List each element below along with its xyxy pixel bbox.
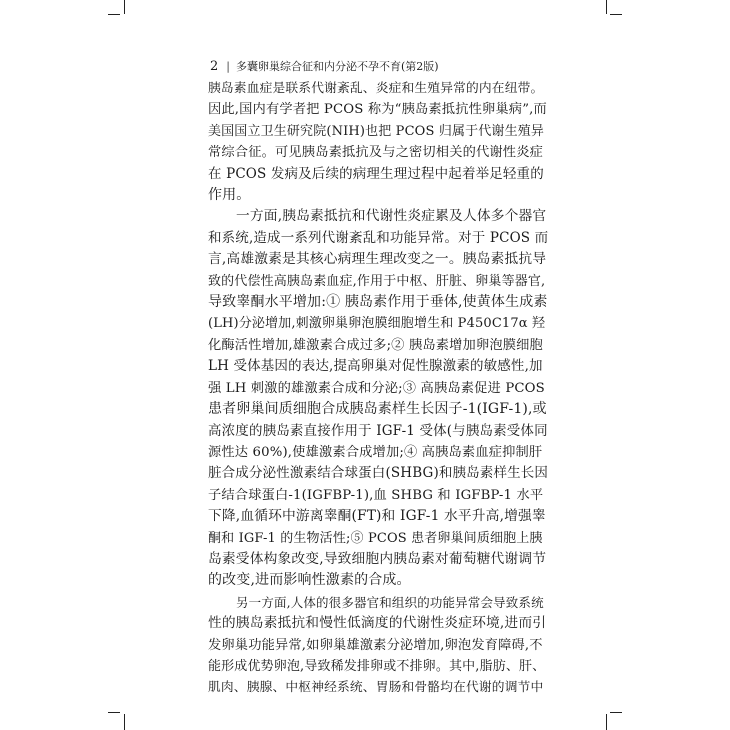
text-line: 子结合球蛋白-1(IGFBP-1),血 SHBG 和 IGFBP-1 水平: [208, 487, 544, 503]
text-line: 导致睾酮水平增加:① 胰岛素作用于垂体,使黄体生成素: [208, 294, 548, 311]
crop-mark-top-right-h: [610, 14, 622, 15]
text-line: 脏合成分泌性激素结合球蛋白(SHBG)和胰岛素样生长因: [208, 465, 548, 482]
text-line: 另一方面,人体的很多器官和组织的功能异常会导致系统: [236, 594, 544, 610]
text-line: 的改变,进而影响性激素的合成。: [208, 572, 411, 589]
crop-mark-top-left-h: [108, 14, 120, 15]
crop-mark-bottom-left-v: [124, 714, 125, 730]
crop-mark-top-left-v: [124, 0, 125, 14]
crop-mark-bottom-left-h: [108, 712, 120, 713]
text-line: 美国国立卫生研究院(NIH)也把 PCOS 归属于代谢生殖异: [208, 123, 545, 139]
text-line: 言,高雄激素是其核心病理生理改变之一。胰岛素抵抗导: [208, 251, 547, 268]
text-line: 发卵巢功能异常,如卵巢雄激素分泌增加,卵泡发育障碍,不: [208, 637, 543, 653]
text-line: 源性达 60%),使雄激素合成增加;④ 高胰岛素血症抑制肝: [208, 444, 543, 460]
text-line: 常综合征。可见胰岛素抵抗及与之密切相关的代谢性炎症: [208, 145, 544, 161]
text-line: 患者卵巢间质细胞合成胰岛素样生长因子-1(IGF-1),或: [208, 401, 547, 418]
text-line: 肌肉、胰腺、中枢神经系统、胃肠和骨骼均在代谢的调节中: [208, 680, 544, 696]
text-line: 因此,国内有学者把 PCOS 称为“胰岛素抵抗性卵巢病”,而: [208, 102, 547, 118]
text-line: 岛素受体构象改变,导致细胞内胰岛素对葡萄糖代谢调节: [208, 550, 547, 567]
text-line: 在 PCOS 发病及后续的病理生理过程中起着举足轻重的: [208, 165, 544, 182]
text-line: 作用。: [208, 187, 251, 204]
crop-mark-bottom-right-h: [610, 712, 622, 713]
text-line: 胰岛素血症是联系代谢紊乱、炎症和生殖异常的内在纽带。: [208, 81, 544, 96]
text-line: 一方面,胰岛素抵抗和代谢性炎症累及人体多个器官: [236, 208, 547, 225]
running-header: [210, 58, 550, 74]
text-line: 化酶活性增加,雄激素合成过多;② 胰岛素增加卵泡膜细胞: [208, 337, 543, 353]
text-line: 高浓度的胰岛素直接作用于 IGF-1 受体(与胰岛素受体同: [208, 422, 548, 439]
running-title: 多囊卵巢综合征和内分泌不孕不育(第2版): [236, 60, 439, 73]
text-line: 致的代偿性高胰岛素血症,作用于中枢、肝脏、卵巢等器官,: [208, 273, 546, 289]
body-text: [208, 78, 548, 699]
text-line: 下降,血循环中游离睾酮(FT)和 IGF-1 水平升高,增强睾: [208, 508, 546, 525]
text-line: 性的胰岛素抵抗和慢性低滴度的代谢性炎症环境,进而引: [208, 615, 547, 632]
text-line: 能形成优势卵泡,导致稀发排卵或不排卵。其中,脂肪、肝、: [208, 658, 546, 674]
text-line: 和系统,造成一系列代谢紊乱和功能异常。对于 PCOS 而: [208, 229, 548, 246]
text-line: 酮和 IGF-1 的生物活性;⑤ PCOS 患者卵巢间质细胞上胰: [208, 530, 543, 546]
header-separator: |: [226, 60, 230, 73]
page-number: 2: [210, 59, 219, 74]
text-line: LH 受体基因的表达,提高卵巢对促性腺激素的敏感性,加: [208, 358, 543, 375]
crop-mark-bottom-right-v: [606, 714, 607, 730]
crop-mark-top-right-v: [606, 0, 607, 14]
text-line: (LH)分泌增加,刺激卵巢卵泡膜细胞增生和 P450C17α 羟: [208, 316, 546, 332]
text-line: 强 LH 刺激的雄激素合成和分泌;③ 高胰岛素促进 PCOS: [208, 380, 545, 396]
